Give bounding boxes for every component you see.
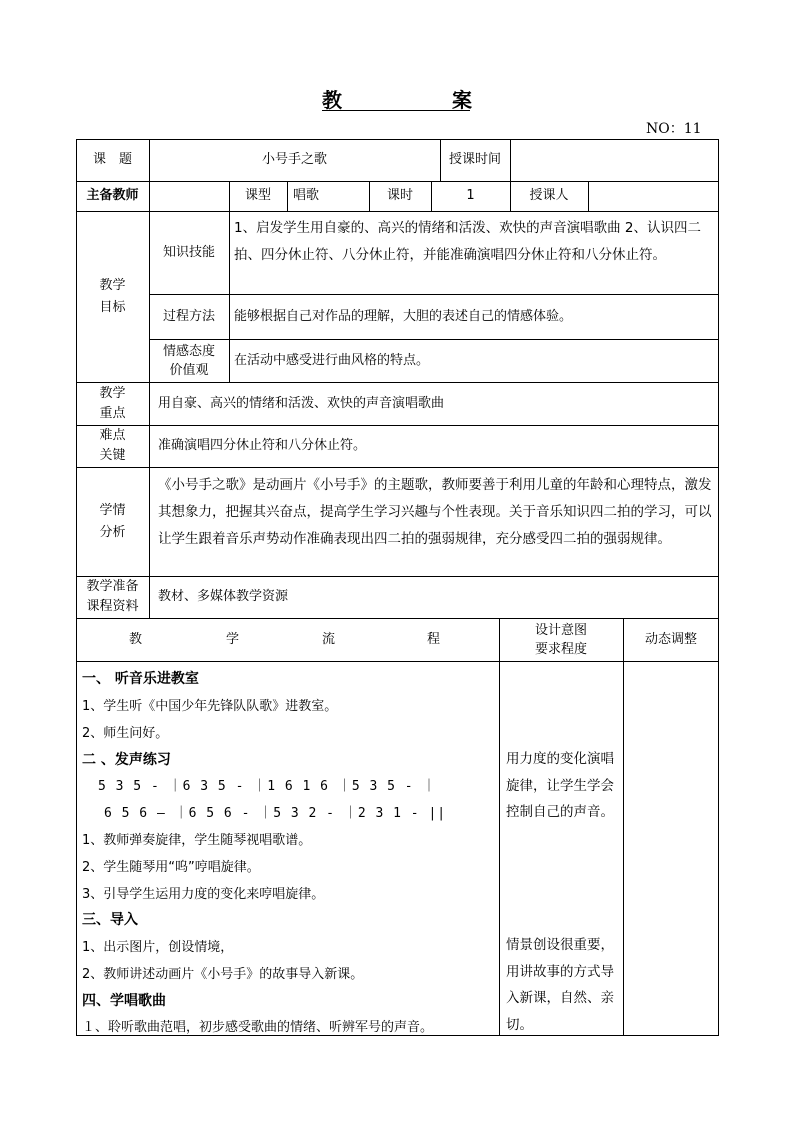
col-divider bbox=[287, 181, 288, 211]
design-header-line1: 设计意图 bbox=[534, 622, 587, 638]
flow-header-char-4: 程 bbox=[427, 631, 441, 647]
section-4-line-1: １、聆听歌曲范唱，初步感受歌曲的情绪、听辨军号的声音。 bbox=[82, 1020, 434, 1035]
notation-line-2: 6 5 6 — ｜6 5 6 - ｜5 3 2 - ｜2 3 1 - || bbox=[104, 806, 447, 821]
knowledge-text: 1、启发学生用自豪的、高兴的情绪和活泼、欢快的声音演唱歌曲 2、认识四二拍、四分休止符、八分休止符，并能准确演唱四分休止符和八分休止符。 bbox=[234, 220, 701, 263]
knowledge-label: 知识技能 bbox=[162, 244, 215, 260]
focus-label bbox=[76, 382, 149, 425]
flow-header-char-2: 学 bbox=[226, 631, 240, 647]
title-char-1: 教 bbox=[322, 88, 342, 112]
prep-label bbox=[76, 576, 149, 618]
col-divider bbox=[229, 181, 230, 382]
analysis-label-line2: 分析 bbox=[99, 524, 126, 540]
section-1-title: 一、 听音乐进教室 bbox=[82, 671, 199, 687]
section-4-title: 四、学唱歌曲 bbox=[82, 993, 166, 1009]
focus-text: 用自豪、高兴的情绪和活泼、欢快的声音演唱歌曲 bbox=[158, 395, 445, 411]
difficulty-label bbox=[76, 425, 149, 467]
prep-label-line2: 课程资料 bbox=[86, 599, 139, 614]
design-header-line2: 要求程度 bbox=[534, 641, 587, 657]
difficulty-text: 准确演唱四分休止符和八分休止符。 bbox=[158, 438, 367, 453]
design-note-2: 情景创设很重要，用讲故事的方式导入新课，自然、亲切。 bbox=[506, 937, 614, 1033]
lecturer-label: 授课人 bbox=[529, 188, 569, 203]
analysis-label-line1: 学情 bbox=[99, 502, 126, 518]
teacher-label: 主备教师 bbox=[86, 188, 139, 203]
flow-header bbox=[76, 618, 499, 661]
process-label: 过程方法 bbox=[162, 308, 215, 324]
analysis-text: 《小号手之歌》是动画片《小号手》的主题歌，教师要善于利用儿童的年龄和心理特点，激发其想象力，把握其兴奋点，提高学生学习兴趣与个性表现。关于音乐知识四二拍的学习，可以让学生跟着音乐声势动作准确表现出四二拍的强弱规律，充分感受四二拍的强弱规律。 bbox=[158, 477, 712, 547]
difficulty-label-line1: 难点 bbox=[99, 428, 126, 443]
teacher-value[interactable] bbox=[149, 181, 229, 211]
goals-label-line1: 教学 bbox=[99, 277, 126, 293]
col-divider bbox=[623, 618, 624, 1036]
topic-label: 课 题 bbox=[92, 152, 132, 167]
process-text: 能够根据自己对作品的理解，大胆的表述自己的情感体验。 bbox=[234, 308, 573, 324]
col-divider bbox=[499, 618, 500, 1036]
flow-header-char-3: 流 bbox=[322, 631, 336, 647]
goals-label-line2: 目标 bbox=[99, 299, 126, 315]
design-note-1: 用力度的变化演唱旋律，让学生学会控制自己的声音。 bbox=[506, 751, 614, 820]
goals-label bbox=[76, 211, 149, 382]
focus-label-line2: 重点 bbox=[99, 405, 126, 421]
period-value: 1 bbox=[466, 188, 475, 203]
topic-value: 小号手之歌 bbox=[261, 152, 327, 167]
flow-header-char-1: 教 bbox=[129, 631, 143, 647]
notation-line-1: 5 3 5 - ｜6 3 5 - ｜1 6 1 6 ｜5 3 5 - ｜ bbox=[98, 779, 437, 794]
section-3-title: 三、导入 bbox=[82, 912, 138, 928]
section-1-line-2: 2、师生问好。 bbox=[82, 726, 169, 741]
section-2-line-2: 2、学生随琴用“呜”哼唱旋律。 bbox=[82, 860, 260, 875]
analysis-label bbox=[76, 467, 149, 576]
section-3-line-1: 1、出示图片，创设情境， bbox=[82, 940, 234, 955]
emotion-label bbox=[149, 339, 229, 382]
title-underline bbox=[322, 110, 470, 111]
emotion-label-line2: 价值观 bbox=[169, 362, 209, 378]
period-label: 课时 bbox=[386, 188, 413, 203]
emotion-text: 在活动中感受进行曲风格的特点。 bbox=[234, 352, 430, 368]
section-1-line-1: 1、学生听《中国少年先锋队队歌》进教室。 bbox=[82, 699, 338, 714]
section-2-line-1: 1、教师弹奏旋律，学生随琴视唱歌谱。 bbox=[82, 833, 312, 848]
section-2-line-3: 3、引导学生运用力度的变化来哼唱旋律。 bbox=[82, 887, 325, 902]
section-3-line-2: 2、教师讲述动画片《小号手》的故事导入新课。 bbox=[82, 967, 364, 982]
emotion-label-line1: 情感态度 bbox=[162, 343, 215, 359]
time-value[interactable] bbox=[510, 139, 719, 181]
prep-label-line1: 教学准备 bbox=[86, 579, 139, 594]
difficulty-label-line2: 关键 bbox=[99, 448, 126, 463]
prep-text: 教材、多媒体教学资源 bbox=[158, 589, 289, 604]
type-label: 课型 bbox=[244, 188, 271, 203]
focus-label-line1: 教学 bbox=[99, 385, 126, 401]
time-label: 授课时间 bbox=[448, 152, 501, 167]
adjust-header: 动态调整 bbox=[644, 631, 697, 647]
design-header bbox=[499, 618, 623, 661]
section-2-title: 二 、发声练习 bbox=[82, 752, 171, 768]
lecturer-value[interactable] bbox=[588, 181, 719, 211]
type-value: 唱歌 bbox=[293, 188, 320, 203]
row-divider bbox=[76, 467, 719, 468]
title-char-2: 案 bbox=[452, 88, 472, 112]
document-number: NO：11 bbox=[646, 121, 702, 137]
